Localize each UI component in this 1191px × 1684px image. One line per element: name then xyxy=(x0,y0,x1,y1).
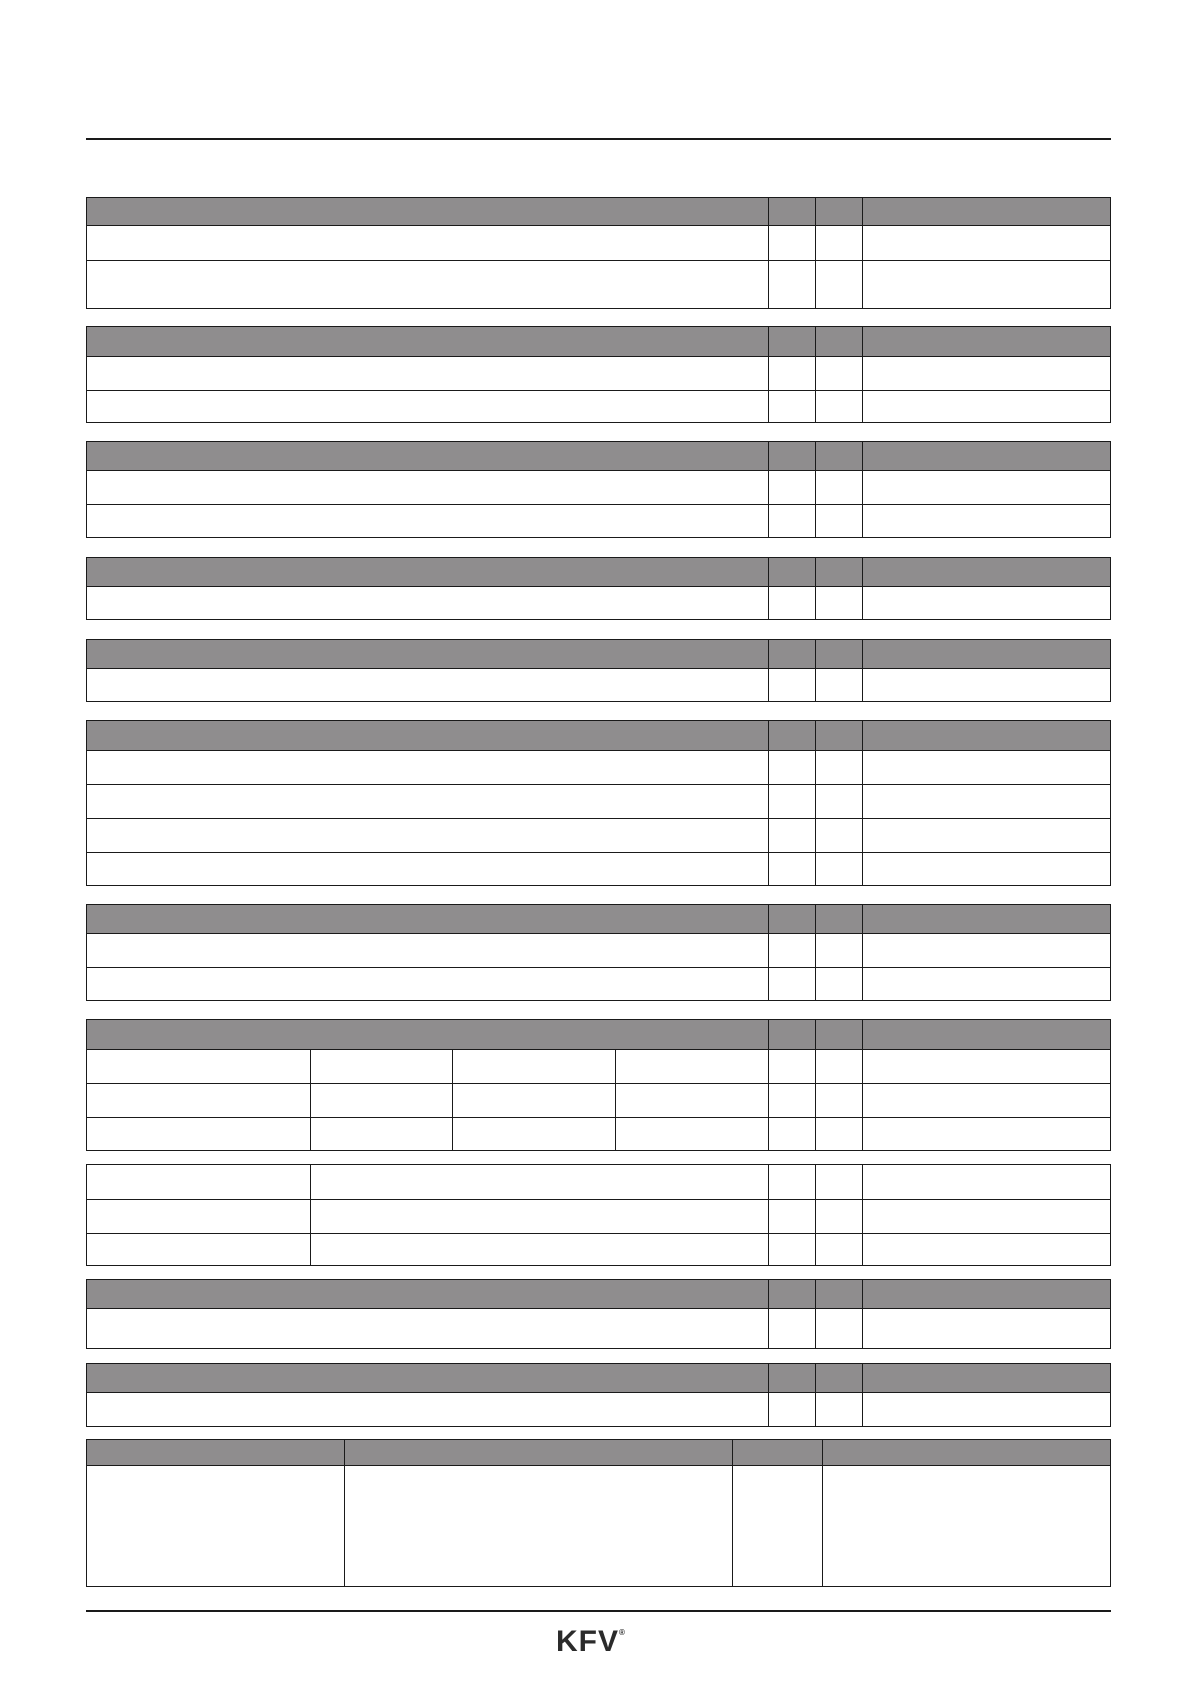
section-header-row xyxy=(87,442,1110,470)
remarks-cell[interactable] xyxy=(862,260,1110,308)
logo-text: KFV xyxy=(556,1625,619,1658)
field-label-cell xyxy=(87,1199,310,1233)
checklist-row xyxy=(87,390,1110,422)
remarks-cell[interactable] xyxy=(862,750,1110,784)
no-checkbox-cell[interactable] xyxy=(815,750,862,784)
remarks-cell[interactable] xyxy=(862,504,1110,537)
grid-row xyxy=(87,1049,1110,1083)
section-header-row xyxy=(87,1280,1110,1308)
section-header-row xyxy=(87,327,1110,356)
checklist-row xyxy=(87,750,1110,784)
checklist-row xyxy=(87,470,1110,504)
field-label-cell xyxy=(87,1165,310,1199)
checklist-section-2 xyxy=(86,326,1111,423)
yes-checkbox-cell[interactable] xyxy=(768,225,815,260)
yes-checkbox-cell[interactable] xyxy=(768,390,815,422)
section-header-row xyxy=(87,721,1110,750)
field-row xyxy=(87,1165,1110,1199)
checklist-section-5 xyxy=(86,639,1111,702)
yes-checkbox-cell[interactable] xyxy=(768,933,815,967)
no-checkbox-cell[interactable] xyxy=(815,1083,862,1117)
grid-cell[interactable] xyxy=(87,1117,310,1150)
no-checkbox-cell[interactable] xyxy=(815,225,862,260)
yes-checkbox-cell[interactable] xyxy=(768,1083,815,1117)
section-header-row xyxy=(87,198,1110,225)
section-header-row xyxy=(87,1020,1110,1049)
field-value-cell[interactable] xyxy=(310,1233,768,1265)
checklist-section-4 xyxy=(86,557,1111,620)
no-checkbox-cell[interactable] xyxy=(815,356,862,390)
checklist-section-9 xyxy=(86,1164,1111,1266)
remarks-cell[interactable] xyxy=(862,1199,1110,1233)
yes-checkbox-cell[interactable] xyxy=(768,1308,815,1348)
remarks-cell[interactable] xyxy=(862,356,1110,390)
checklist-section-7 xyxy=(86,904,1111,1001)
kfv-logo xyxy=(556,1627,625,1657)
checklist-row xyxy=(87,260,1110,308)
checklist-section-11 xyxy=(86,1363,1111,1427)
name-cell[interactable] xyxy=(87,1465,344,1586)
grid-cell[interactable] xyxy=(310,1117,452,1150)
top-rule xyxy=(86,138,1111,140)
no-checkbox-cell[interactable] xyxy=(815,1049,862,1083)
remarks-cell[interactable] xyxy=(862,818,1110,852)
signature-cell[interactable] xyxy=(344,1465,732,1586)
field-label-cell xyxy=(87,1233,310,1265)
yes-checkbox-cell[interactable] xyxy=(768,1165,815,1199)
grid-row xyxy=(87,1117,1110,1150)
no-checkbox-cell[interactable] xyxy=(815,1308,862,1348)
no-checkbox-cell[interactable] xyxy=(815,668,862,701)
yes-checkbox-cell[interactable] xyxy=(768,1049,815,1083)
yes-checkbox-cell[interactable] xyxy=(768,1233,815,1265)
yes-checkbox-cell[interactable] xyxy=(768,818,815,852)
no-checkbox-cell[interactable] xyxy=(815,1165,862,1199)
signature-header-row xyxy=(87,1440,1110,1465)
no-checkbox-cell[interactable] xyxy=(815,1199,862,1233)
checklist-row xyxy=(87,852,1110,885)
remarks-cell[interactable] xyxy=(862,933,1110,967)
grid-cell[interactable] xyxy=(615,1083,768,1117)
grid-row xyxy=(87,1083,1110,1117)
checklist-row xyxy=(87,504,1110,537)
remarks-cell[interactable] xyxy=(862,1165,1110,1199)
yes-checkbox-cell[interactable] xyxy=(768,784,815,818)
checklist-section-8-grid xyxy=(86,1019,1111,1151)
date-cell[interactable] xyxy=(732,1465,822,1586)
remarks-cell[interactable] xyxy=(862,390,1110,422)
remarks-cell[interactable] xyxy=(862,225,1110,260)
grid-cell[interactable] xyxy=(452,1083,615,1117)
yes-checkbox-cell[interactable] xyxy=(768,967,815,1000)
no-checkbox-cell[interactable] xyxy=(815,784,862,818)
checklist-row xyxy=(87,586,1110,619)
checklist-row xyxy=(87,1308,1110,1348)
remarks-cell[interactable] xyxy=(862,586,1110,619)
checklist-row xyxy=(87,818,1110,852)
no-checkbox-cell[interactable] xyxy=(815,260,862,308)
remarks-cell[interactable] xyxy=(862,470,1110,504)
yes-checkbox-cell[interactable] xyxy=(768,1117,815,1150)
yes-checkbox-cell[interactable] xyxy=(768,1392,815,1426)
remarks-cell[interactable] xyxy=(862,1083,1110,1117)
no-checkbox-cell[interactable] xyxy=(815,470,862,504)
yes-checkbox-cell[interactable] xyxy=(768,470,815,504)
field-row xyxy=(87,1199,1110,1233)
no-checkbox-cell[interactable] xyxy=(815,818,862,852)
yes-checkbox-cell[interactable] xyxy=(768,504,815,537)
grid-cell[interactable] xyxy=(87,1083,310,1117)
yes-checkbox-cell[interactable] xyxy=(768,260,815,308)
grid-cell[interactable] xyxy=(615,1117,768,1150)
signature-block xyxy=(86,1439,1111,1587)
checklist-section-6 xyxy=(86,720,1111,886)
no-checkbox-cell[interactable] xyxy=(815,504,862,537)
checklist-row xyxy=(87,784,1110,818)
no-checkbox-cell[interactable] xyxy=(815,852,862,885)
yes-checkbox-cell[interactable] xyxy=(768,852,815,885)
remarks-cell[interactable] xyxy=(862,1233,1110,1265)
remarks-cell[interactable] xyxy=(862,967,1110,1000)
no-checkbox-cell[interactable] xyxy=(815,1117,862,1150)
grid-cell[interactable] xyxy=(452,1117,615,1150)
remarks-cell[interactable] xyxy=(862,668,1110,701)
checklist-row xyxy=(87,356,1110,390)
grid-cell[interactable] xyxy=(87,1049,310,1083)
remarks-cell[interactable] xyxy=(862,1392,1110,1426)
yes-checkbox-cell[interactable] xyxy=(768,1199,815,1233)
grid-cell[interactable] xyxy=(310,1083,452,1117)
no-checkbox-cell[interactable] xyxy=(815,967,862,1000)
signature-row xyxy=(87,1465,1110,1586)
checklist-row xyxy=(87,1392,1110,1426)
checklist-row xyxy=(87,225,1110,260)
remarks-cell[interactable] xyxy=(862,1049,1110,1083)
yes-checkbox-cell[interactable] xyxy=(768,668,815,701)
grid-cell[interactable] xyxy=(452,1049,615,1083)
checklist-section-3 xyxy=(86,441,1111,538)
remarks-cell[interactable] xyxy=(862,1308,1110,1348)
no-checkbox-cell[interactable] xyxy=(815,586,862,619)
section-header-row xyxy=(87,558,1110,586)
section-header-row xyxy=(87,1364,1110,1392)
field-value-cell[interactable] xyxy=(310,1165,768,1199)
bottom-rule xyxy=(86,1610,1111,1612)
checklist-row xyxy=(87,933,1110,967)
no-checkbox-cell[interactable] xyxy=(815,390,862,422)
no-checkbox-cell[interactable] xyxy=(815,1233,862,1265)
section-header-row xyxy=(87,640,1110,668)
checklist-row xyxy=(87,668,1110,701)
yes-checkbox-cell[interactable] xyxy=(768,356,815,390)
yes-checkbox-cell[interactable] xyxy=(768,586,815,619)
stamp-cell[interactable] xyxy=(822,1465,1110,1586)
grid-cell[interactable] xyxy=(310,1049,452,1083)
grid-cell[interactable] xyxy=(615,1049,768,1083)
registered-mark: ® xyxy=(619,1628,625,1637)
checklist-section-1 xyxy=(86,197,1111,309)
section-header-row xyxy=(87,905,1110,933)
checklist-row xyxy=(87,967,1110,1000)
no-checkbox-cell[interactable] xyxy=(815,933,862,967)
field-value-cell[interactable] xyxy=(310,1199,768,1233)
field-row xyxy=(87,1233,1110,1265)
remarks-cell[interactable] xyxy=(862,784,1110,818)
remarks-cell[interactable] xyxy=(862,852,1110,885)
yes-checkbox-cell[interactable] xyxy=(768,750,815,784)
remarks-cell[interactable] xyxy=(862,1117,1110,1150)
no-checkbox-cell[interactable] xyxy=(815,1392,862,1426)
checklist-section-10 xyxy=(86,1279,1111,1349)
